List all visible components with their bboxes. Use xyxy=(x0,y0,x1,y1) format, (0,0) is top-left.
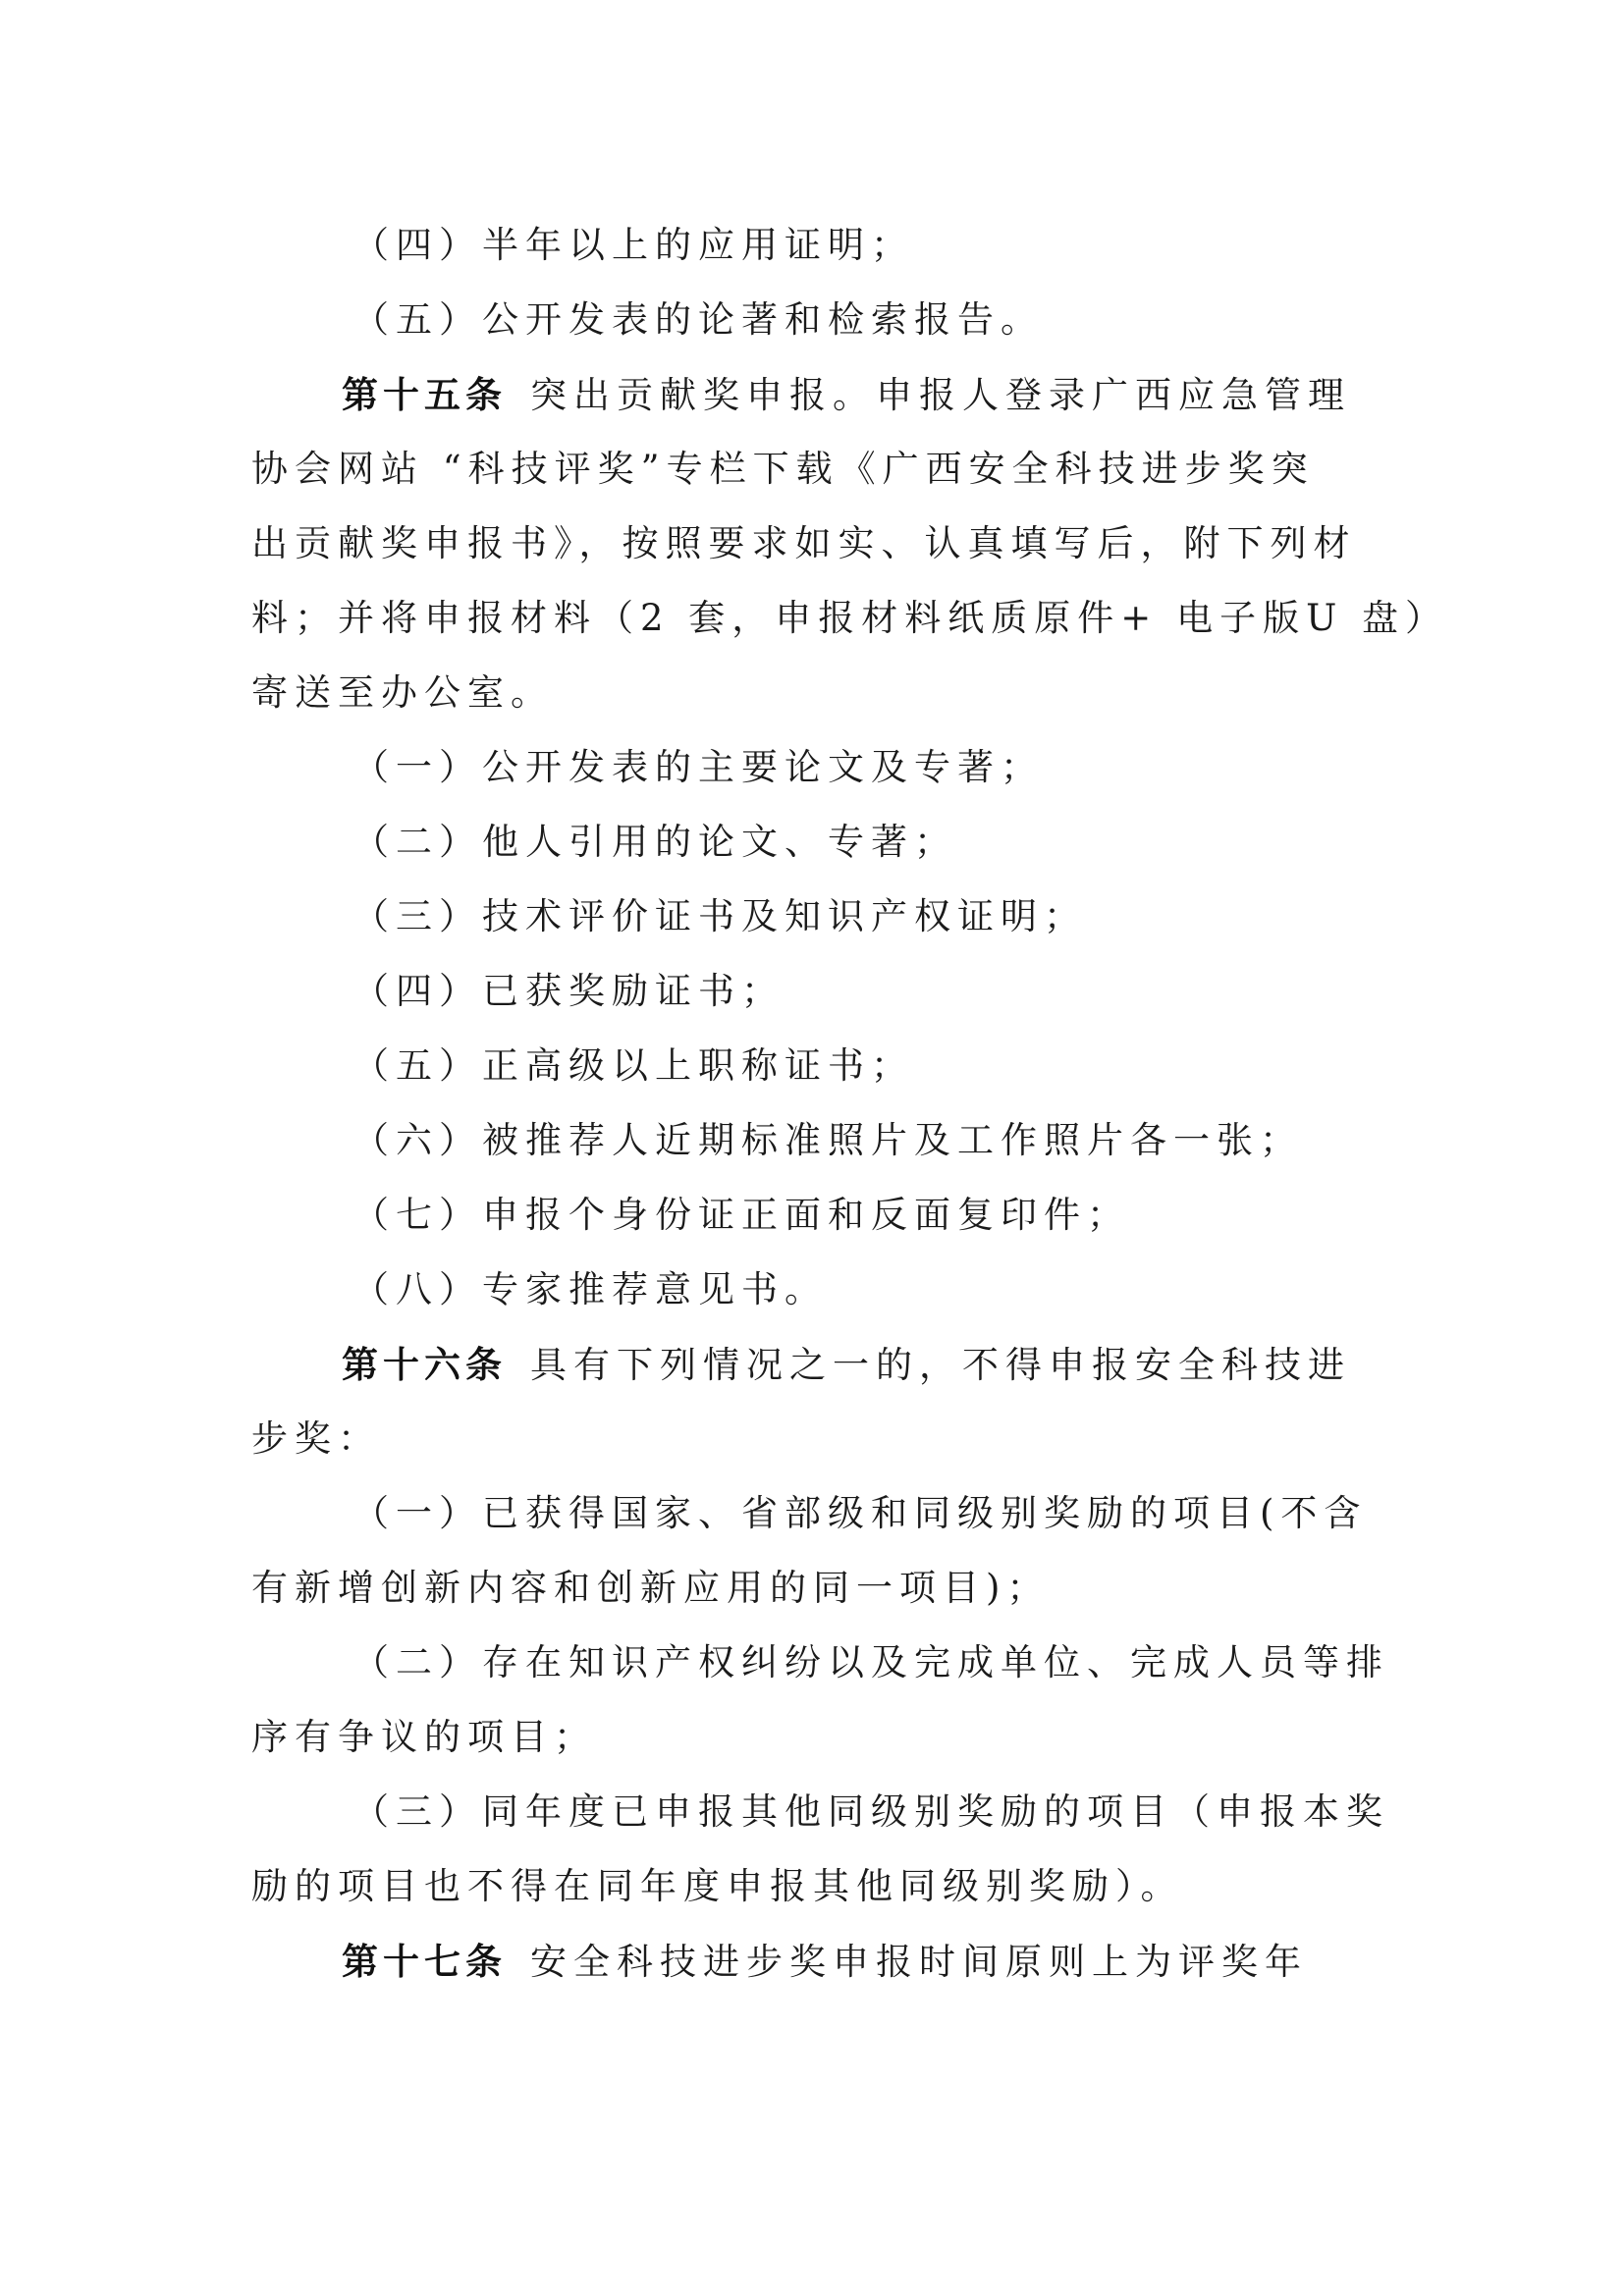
list-item: （二）存在知识产权纠纷以及完成单位、完成人员等排 xyxy=(352,1641,1389,1683)
list-item: （六）被推荐人近期标准照片及工作照片各一张； xyxy=(352,1119,1303,1161)
list-item: （八）专家推荐意见书。 xyxy=(352,1268,828,1310)
list-item: （四）已获奖励证书； xyxy=(352,970,785,1012)
list-item: （一）已获得国家、省部级和同级别奖励的项目(不含 xyxy=(352,1492,1368,1534)
list-item-continuation: 有新增创新内容和创新应用的同一项目)； xyxy=(251,1567,1051,1609)
article-text: 安全科技进步奖申报时间原则上为评奖年 xyxy=(530,1941,1308,1983)
article-text-line: 料；并将申报材料（2 套，申报材料纸质原件+ 电子版U 盘） xyxy=(251,597,1449,639)
article-15 xyxy=(251,357,1449,1327)
article-text-line: 协会网站 “科技评奖”专栏下载《广西安全科技进步奖突 xyxy=(251,448,1315,490)
list-item-continuation: 励的项目也不得在同年度申报其他同级别奖励）。 xyxy=(251,1865,1184,1907)
article-text: 具有下列情况之一的，不得申报安全科技进 xyxy=(530,1344,1351,1386)
article-text-line: 出贡献奖申报书》，按照要求如实、认真填写后，附下列材 xyxy=(251,522,1357,564)
article-text-line: 步奖： xyxy=(251,1417,381,1460)
list-item: （五）公开发表的论著和检索报告。 xyxy=(352,298,1044,341)
list-item-continuation: 序有争议的项目； xyxy=(251,1716,597,1758)
article-first-line xyxy=(251,1327,1380,1402)
list-item: （三）同年度已申报其他同级别奖励的项目（申报本奖 xyxy=(352,1790,1389,1833)
article-text-line: 寄送至办公室。 xyxy=(251,671,554,714)
article-17 xyxy=(251,1924,1380,1999)
article-heading: 第十五条 xyxy=(342,373,507,416)
article-heading: 第十七条 xyxy=(342,1940,507,1983)
article-heading: 第十六条 xyxy=(342,1343,507,1386)
article-text: 突出贡献奖申报。申报人登录广西应急管理 xyxy=(530,374,1351,416)
list-item: （三）技术评价证书及知识产权证明； xyxy=(352,895,1087,937)
document-body xyxy=(251,208,1449,1999)
list-item: （一）公开发表的主要论文及专著； xyxy=(352,746,1044,788)
article-first-line xyxy=(251,1924,1380,1999)
list-item: （四）半年以上的应用证明； xyxy=(352,224,914,266)
list-item: （二）他人引用的论文、专著； xyxy=(352,821,957,863)
article-16 xyxy=(251,1327,1389,1924)
list-item: （七）申报个身份证正面和反面复印件； xyxy=(352,1194,1130,1236)
article-first-line xyxy=(251,357,1380,432)
list-item: （五）正高级以上职称证书； xyxy=(352,1044,914,1087)
